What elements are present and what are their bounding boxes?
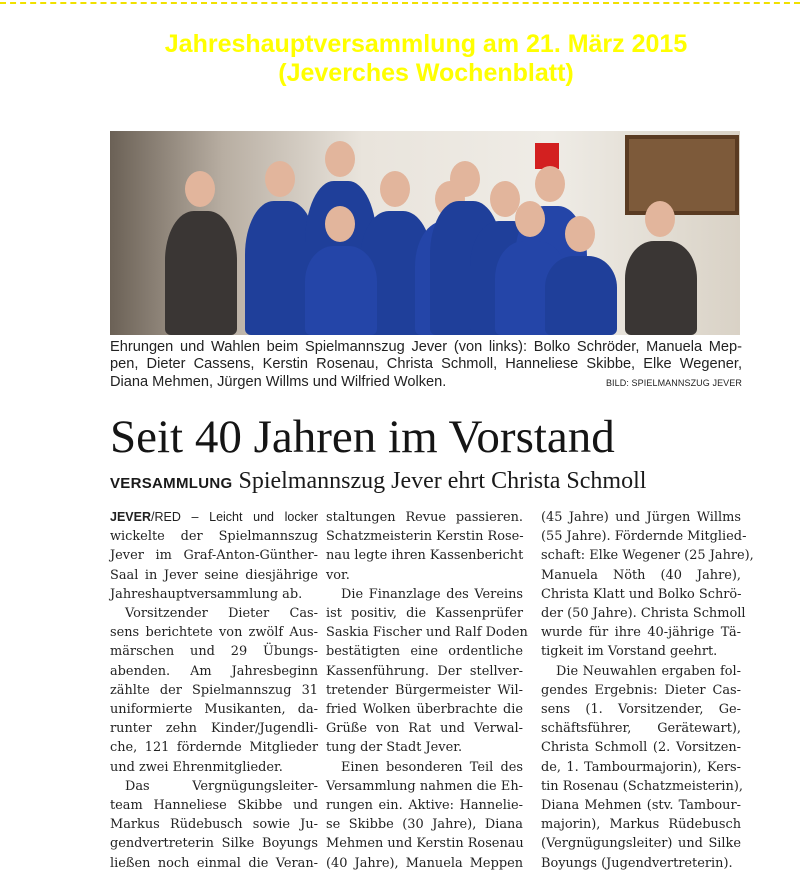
person-head: [380, 171, 410, 207]
article-line: schäftsführer, Gerätewart),: [541, 721, 741, 737]
article-line: (40 Jahre), Manuela Meppen: [326, 855, 523, 871]
article-line: der (50 Jahre). Christa Schmoll: [541, 606, 746, 622]
article-line: Diana Mehmen (stv. Tambour-: [541, 798, 741, 814]
person-head: [185, 171, 215, 207]
article-line: schaft: Elke Wegener (25 Jahre),: [541, 548, 754, 564]
article-line: Das Vergnügungsleiter-: [125, 778, 318, 794]
article-line: tung der Stadt Jever.: [326, 740, 463, 756]
article-line: Vorsitzender Dieter Cas-: [125, 606, 318, 622]
kicker: VERSAMMLUNG: [110, 475, 233, 492]
article-line: (Vergnügungsleiter) und Silke: [541, 836, 741, 852]
article-line: rungen ein. Aktive: Hannelie-: [326, 798, 523, 814]
article-line: wurde für ihre 40-jährige Tä-: [541, 625, 741, 641]
person-head: [450, 161, 480, 197]
person-figure: [625, 241, 697, 335]
article-line: Grüße von Rat und Verwal-: [326, 721, 523, 737]
article-line: gendes Ergebnis: Dieter Cas-: [541, 682, 741, 698]
article-line: runter zehn Kinder/Jugendli-: [110, 721, 318, 737]
article-line: Christa Klatt und Bolko Schrö-: [541, 586, 742, 602]
article-line: Jever im Graf-Anton-Günther-: [110, 548, 318, 564]
byline-rest: /RED – Leicht und locker: [151, 510, 318, 524]
article-line: Schatzmeisterin Kerstin Rose-: [326, 529, 524, 545]
person-head: [515, 201, 545, 237]
banner-line-1: Jahreshauptversammlung am 21. März 2015: [164, 30, 688, 58]
article-line: wickelte der Spielmannszug: [110, 529, 318, 545]
caption-line: Ehrungen und Wahlen beim Spielmannszug Jever (von links): Bolko Schröder, Manuela Mep-: [110, 339, 742, 355]
article-line: vor.: [326, 567, 350, 583]
article-line: nau legte ihren Kassenbericht: [326, 548, 524, 564]
article-line: gendvertreterin Silke Boyungs: [110, 836, 318, 852]
fire-extinguisher-sign: [535, 143, 559, 169]
person-head: [325, 141, 355, 177]
person-figure: [305, 246, 377, 335]
article-line: Die Finanzlage des Vereins: [341, 586, 523, 602]
article-line: ist positiv, die Kassenprüfer: [326, 606, 523, 622]
person-figure: [545, 256, 617, 335]
article-line: de, 1. Tambourmajorin), Kers-: [541, 759, 741, 775]
article-line: sens (1. Vorsitzender, Ge-: [541, 702, 741, 718]
group-photo: [110, 131, 740, 335]
person-head: [265, 161, 295, 197]
article-column-3: [541, 508, 754, 873]
article-line: und zwei Ehrenmitglieder.: [110, 759, 283, 775]
article-line: tin Rosenau (Schatzmeisterin),: [541, 778, 743, 794]
photo-caption: [110, 339, 742, 392]
subheadline-text: Spielmannszug Jever ehrt Christa Schmoll: [238, 468, 647, 494]
person-figure: [165, 211, 237, 335]
article-line: Mehmen und Kerstin Rosenau: [326, 836, 524, 852]
byline-place: JEVER: [110, 510, 151, 524]
article-line: bestätigten eine ordentliche: [326, 644, 523, 660]
banner-title: [0, 30, 800, 88]
person-head: [565, 216, 595, 252]
article-line: uniformierte Musikanten, da-: [110, 702, 318, 718]
article-line: staltungen Revue passieren.: [326, 510, 523, 525]
caption-line: pen, Dieter Cassens, Kerstin Rosenau, Christa Schmoll, Hanneliese Skibbe, Elke Wegener,: [110, 356, 742, 373]
person-head: [325, 206, 355, 242]
caption-line: Diana Mehmen, Jürgen Willms und Wilfried Wolken.: [110, 373, 447, 390]
person-head: [645, 201, 675, 237]
article-line: tretender Bürgermeister Wil-: [326, 682, 523, 698]
article-line: abenden. Am Jahresbeginn: [110, 663, 318, 679]
article-line: zählte der Spielmannszug 31: [110, 682, 318, 698]
article-line: ließen noch einmal die Veran-: [110, 855, 318, 871]
article-line: märschen und 29 Übungs-: [110, 644, 318, 660]
article-line: che, 121 fördernde Mitglieder: [110, 740, 318, 756]
dashed-top-border: [0, 2, 800, 4]
article-column-2: [326, 508, 528, 873]
article-line: tigkeit im Vorstand geehrt.: [541, 644, 718, 660]
article-line: sens berichtete von zwölf Aus-: [110, 625, 318, 641]
article-column-1: [110, 508, 318, 873]
article-line: Manuela Nöth (40 Jahre),: [541, 567, 741, 583]
article-line: Kassenführung. Der stellver-: [326, 663, 523, 679]
article-line: Versammlung nahmen die Eh-: [326, 778, 523, 794]
article-line: Saal in Jever seine diesjährige: [110, 567, 318, 583]
article-line: Christa Schmoll (2. Vorsitzen-: [541, 740, 741, 756]
article-line: se Skibbe (30 Jahre), Diana: [326, 817, 523, 833]
article-line: Markus Rüdebusch sowie Ju-: [110, 817, 318, 833]
article-headline: Seit 40 Jahren im Vorstand: [110, 411, 615, 463]
article-subheadline: [110, 466, 646, 499]
person-head: [535, 166, 565, 202]
article-line: Einen besonderen Teil des: [341, 759, 523, 775]
article-line: Boyungs (Jugendvertreterin).: [541, 855, 733, 871]
article-line: team Hanneliese Skibbe und: [110, 798, 318, 814]
article-line: Die Neuwahlen ergaben fol-: [556, 663, 741, 679]
article-line: fried Wolken überbrachte die: [326, 702, 523, 718]
article-line: Saskia Fischer und Ralf Doden: [326, 625, 528, 641]
wall-painting: [625, 135, 739, 215]
article-line: (55 Jahre). Fördernde Mitglied-: [541, 529, 747, 545]
banner-line-2: (Jeverches Wochenblatt): [278, 59, 574, 87]
article-line: (45 Jahre) und Jürgen Willms: [541, 510, 741, 525]
photo-credit: BILD: SPIELMANNSZUG JEVER: [605, 377, 742, 388]
article-line: majorin), Markus Rüdebusch: [541, 817, 741, 833]
article-line: Jahreshauptversammlung ab.: [110, 586, 303, 602]
